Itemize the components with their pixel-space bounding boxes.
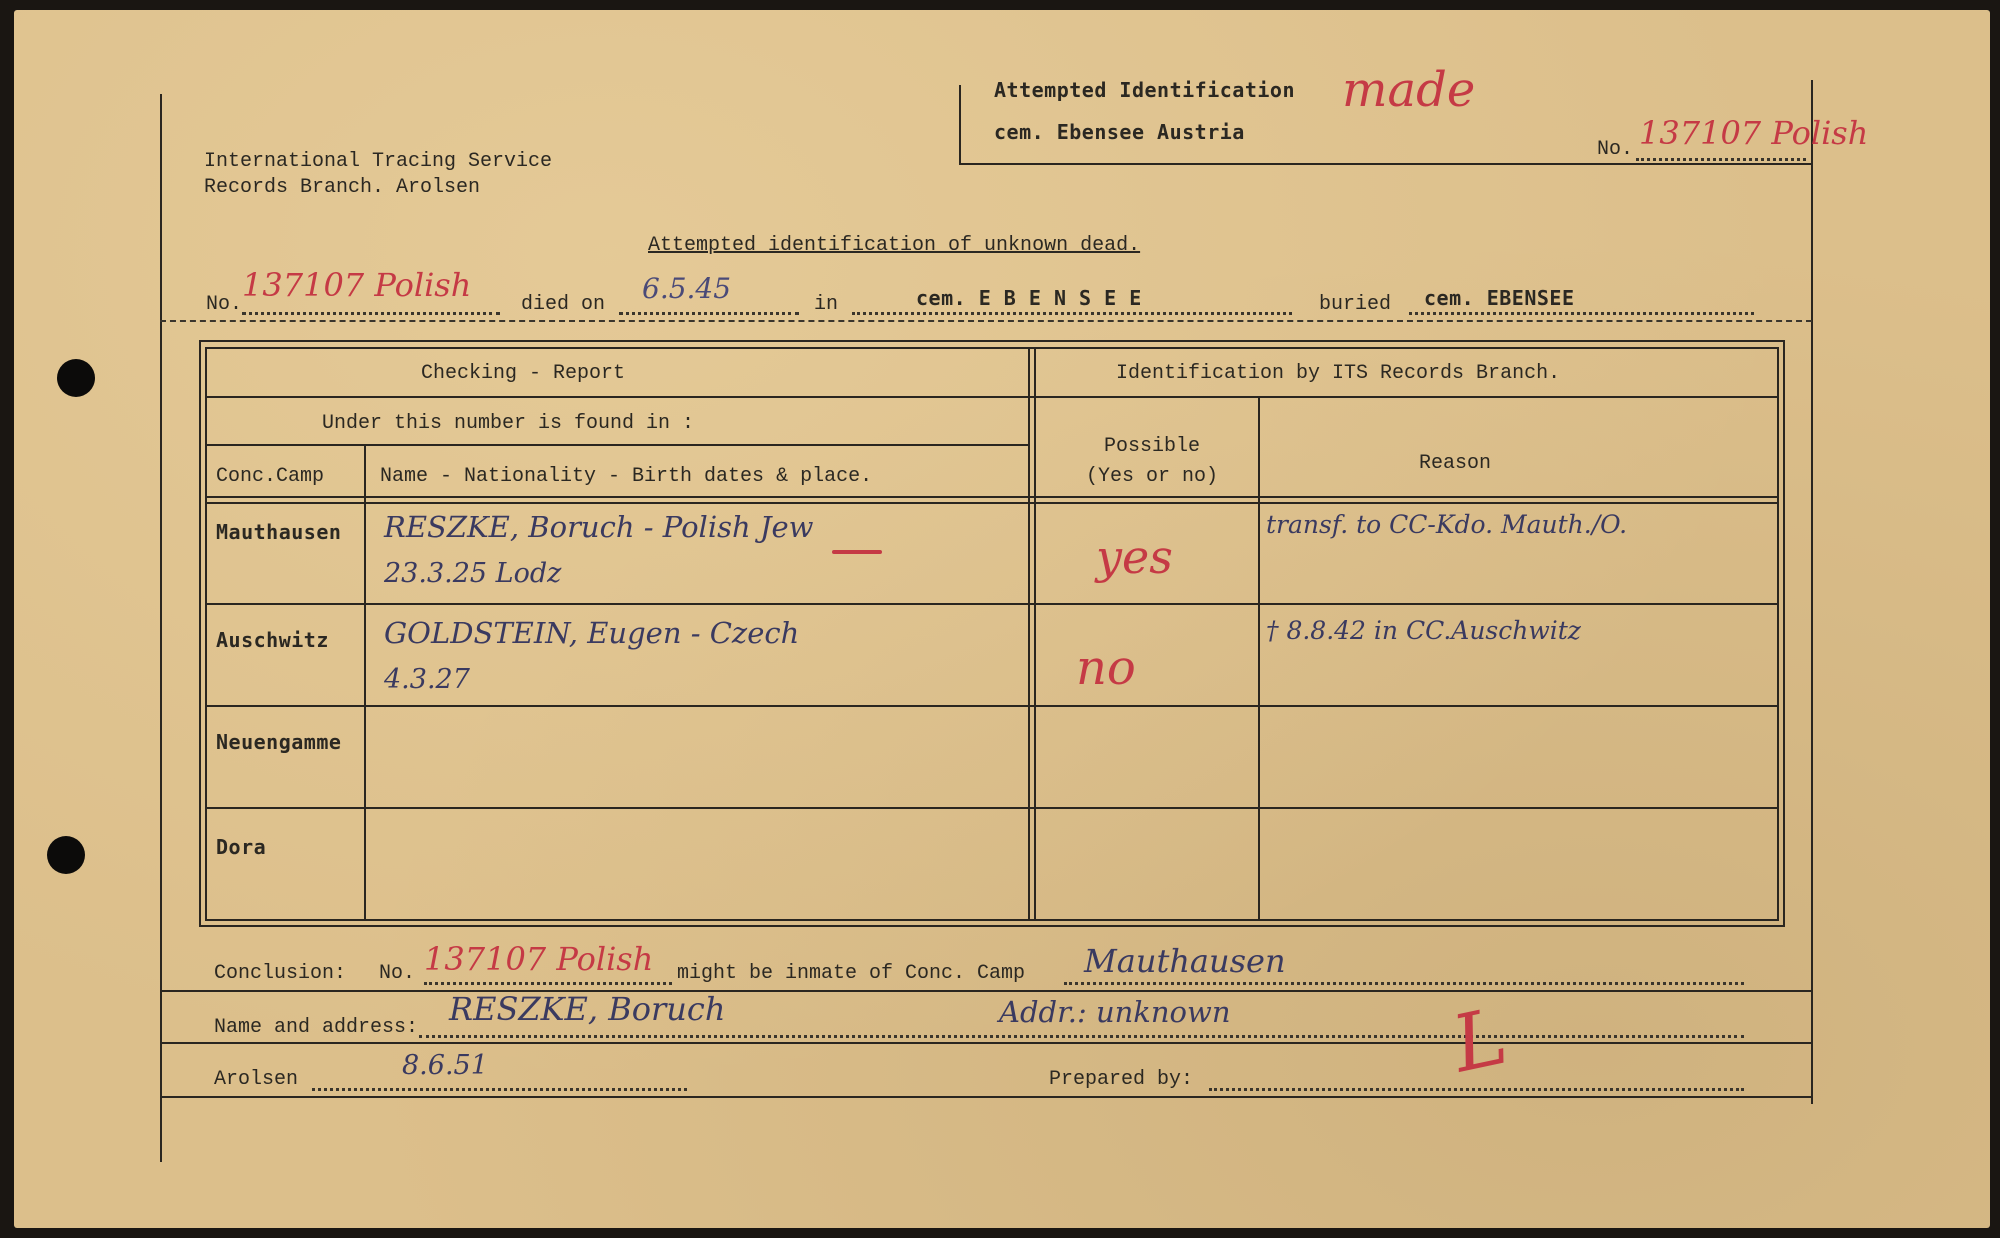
table-row-camp: Auschwitz [216, 628, 329, 652]
table-row-name: GOLDSTEIN, Eugen - Czech [384, 616, 800, 650]
col-header-name: Name - Nationality - Birth dates & place. [380, 465, 873, 488]
died-in-place: cem. E B E N S E E [916, 286, 1142, 310]
table-row-birth: 4.3.27 [384, 664, 470, 695]
conclusion-no-dots [424, 982, 672, 985]
col-header-possible: Possible [1104, 435, 1201, 458]
row-line-2 [205, 705, 1779, 707]
death-no-label: No. [206, 293, 243, 316]
polish-underline [832, 550, 882, 554]
identification-header: Identification by ITS Records Branch. [1116, 362, 1561, 385]
table-bottom-inner [205, 919, 1779, 921]
punch-hole-bottom [47, 836, 85, 874]
row-line-colheads-b [205, 502, 1779, 504]
col-header-possible-sub: (Yes or no) [1086, 465, 1219, 488]
died-on-date: 6.5.45 [642, 272, 732, 305]
table-mid-divider-b [1034, 347, 1036, 921]
record-card [14, 10, 1990, 1228]
table-row-camp: Mauthausen [216, 520, 342, 544]
table-row-reason: transf. to CC-Kdo. Mauth./O. [1266, 510, 1628, 539]
name-address-addr: Addr.: unknown [999, 995, 1231, 1029]
name-address-label: Name and address: [214, 1016, 419, 1039]
conclusion-label: Conclusion: [214, 962, 347, 985]
table-row-camp: Neuengamme [216, 730, 342, 754]
header-box-bottom [959, 163, 1812, 165]
conclusion-separator [160, 990, 1812, 992]
org-branch: Records Branch. Arolsen [204, 176, 481, 199]
conclusion-camp-dots [1064, 982, 1744, 985]
table-row-birth: 23.3.25 Lodz [384, 558, 562, 589]
conclusion-camp: Mauthausen [1084, 942, 1286, 980]
footer-place: Arolsen [214, 1068, 299, 1091]
table-top-outer [199, 340, 1785, 342]
row-line-header1 [205, 396, 1779, 398]
attempted-identification-label: Attempted Identification [994, 78, 1295, 102]
in-label: in [814, 293, 839, 316]
org-name: International Tracing Service [204, 150, 553, 173]
col-header-camp: Conc.Camp [216, 465, 325, 488]
header-no-label: No. [1597, 138, 1634, 161]
footer-separator [160, 1096, 1812, 1098]
conclusion-might-be: might be inmate of Conc. Camp [677, 962, 1026, 985]
died-on-label: died on [521, 293, 606, 316]
conclusion-number: 137107 Polish [424, 940, 654, 978]
footer-date-dots [312, 1088, 687, 1091]
header-location: cem. Ebensee Austria [994, 120, 1245, 144]
header-number: 137107 Polish [1639, 114, 1869, 152]
table-row-reason: † 8.8.42 in CC.Auschwitz [1266, 616, 1581, 645]
row-line-1 [205, 603, 1779, 605]
row-line-header2 [205, 444, 1028, 446]
name-address-dots [419, 1035, 1744, 1038]
table-row-possible: no [1076, 640, 1136, 696]
table-left-outer [199, 340, 201, 927]
col-header-reason: Reason [1419, 452, 1492, 475]
in-dots [852, 312, 1292, 315]
attempted-handwritten-mark: made [1342, 62, 1476, 118]
row-line-3 [205, 807, 1779, 809]
death-line-separator [160, 320, 1812, 322]
name-address-name: RESZKE, Boruch [449, 990, 726, 1028]
table-row-camp: Dora [216, 835, 267, 859]
left-margin-line [160, 94, 162, 1162]
table-row-name: RESZKE, Boruch - Polish Jew [384, 510, 814, 544]
under-number-header: Under this number is found in : [322, 412, 695, 435]
death-no-dots [242, 312, 500, 315]
checking-report-header: Checking - Report [421, 362, 626, 385]
table-right-inner [1777, 347, 1779, 921]
row-line-colheads-a [205, 496, 1779, 498]
document-title: Attempted identification of unknown dead. [648, 234, 1141, 257]
punch-hole-top [57, 359, 95, 397]
possible-column-divider [1258, 396, 1260, 921]
name-address-separator [160, 1042, 1812, 1044]
buried-label: buried [1319, 293, 1392, 316]
table-left-inner [205, 347, 207, 921]
table-right-outer [1783, 340, 1785, 927]
conclusion-no-label: No. [379, 962, 416, 985]
prepared-by-label: Prepared by: [1049, 1068, 1194, 1091]
table-row-possible: yes [1096, 530, 1173, 584]
table-bottom-outer [199, 925, 1785, 927]
table-mid-divider-a [1028, 347, 1030, 921]
buried-dots [1409, 312, 1754, 315]
header-no-dots [1636, 158, 1806, 161]
right-margin-line [1811, 80, 1813, 1104]
death-number: 137107 Polish [242, 266, 472, 304]
table-top-inner [205, 347, 1779, 349]
header-box-left [959, 85, 961, 165]
camp-column-divider [364, 444, 366, 921]
buried-place: cem. EBENSEE [1424, 286, 1575, 310]
preparer-initials: L [1445, 991, 1515, 1091]
died-on-dots [619, 312, 799, 315]
prepared-by-dots [1209, 1088, 1744, 1091]
footer-date: 8.6.51 [402, 1050, 488, 1081]
